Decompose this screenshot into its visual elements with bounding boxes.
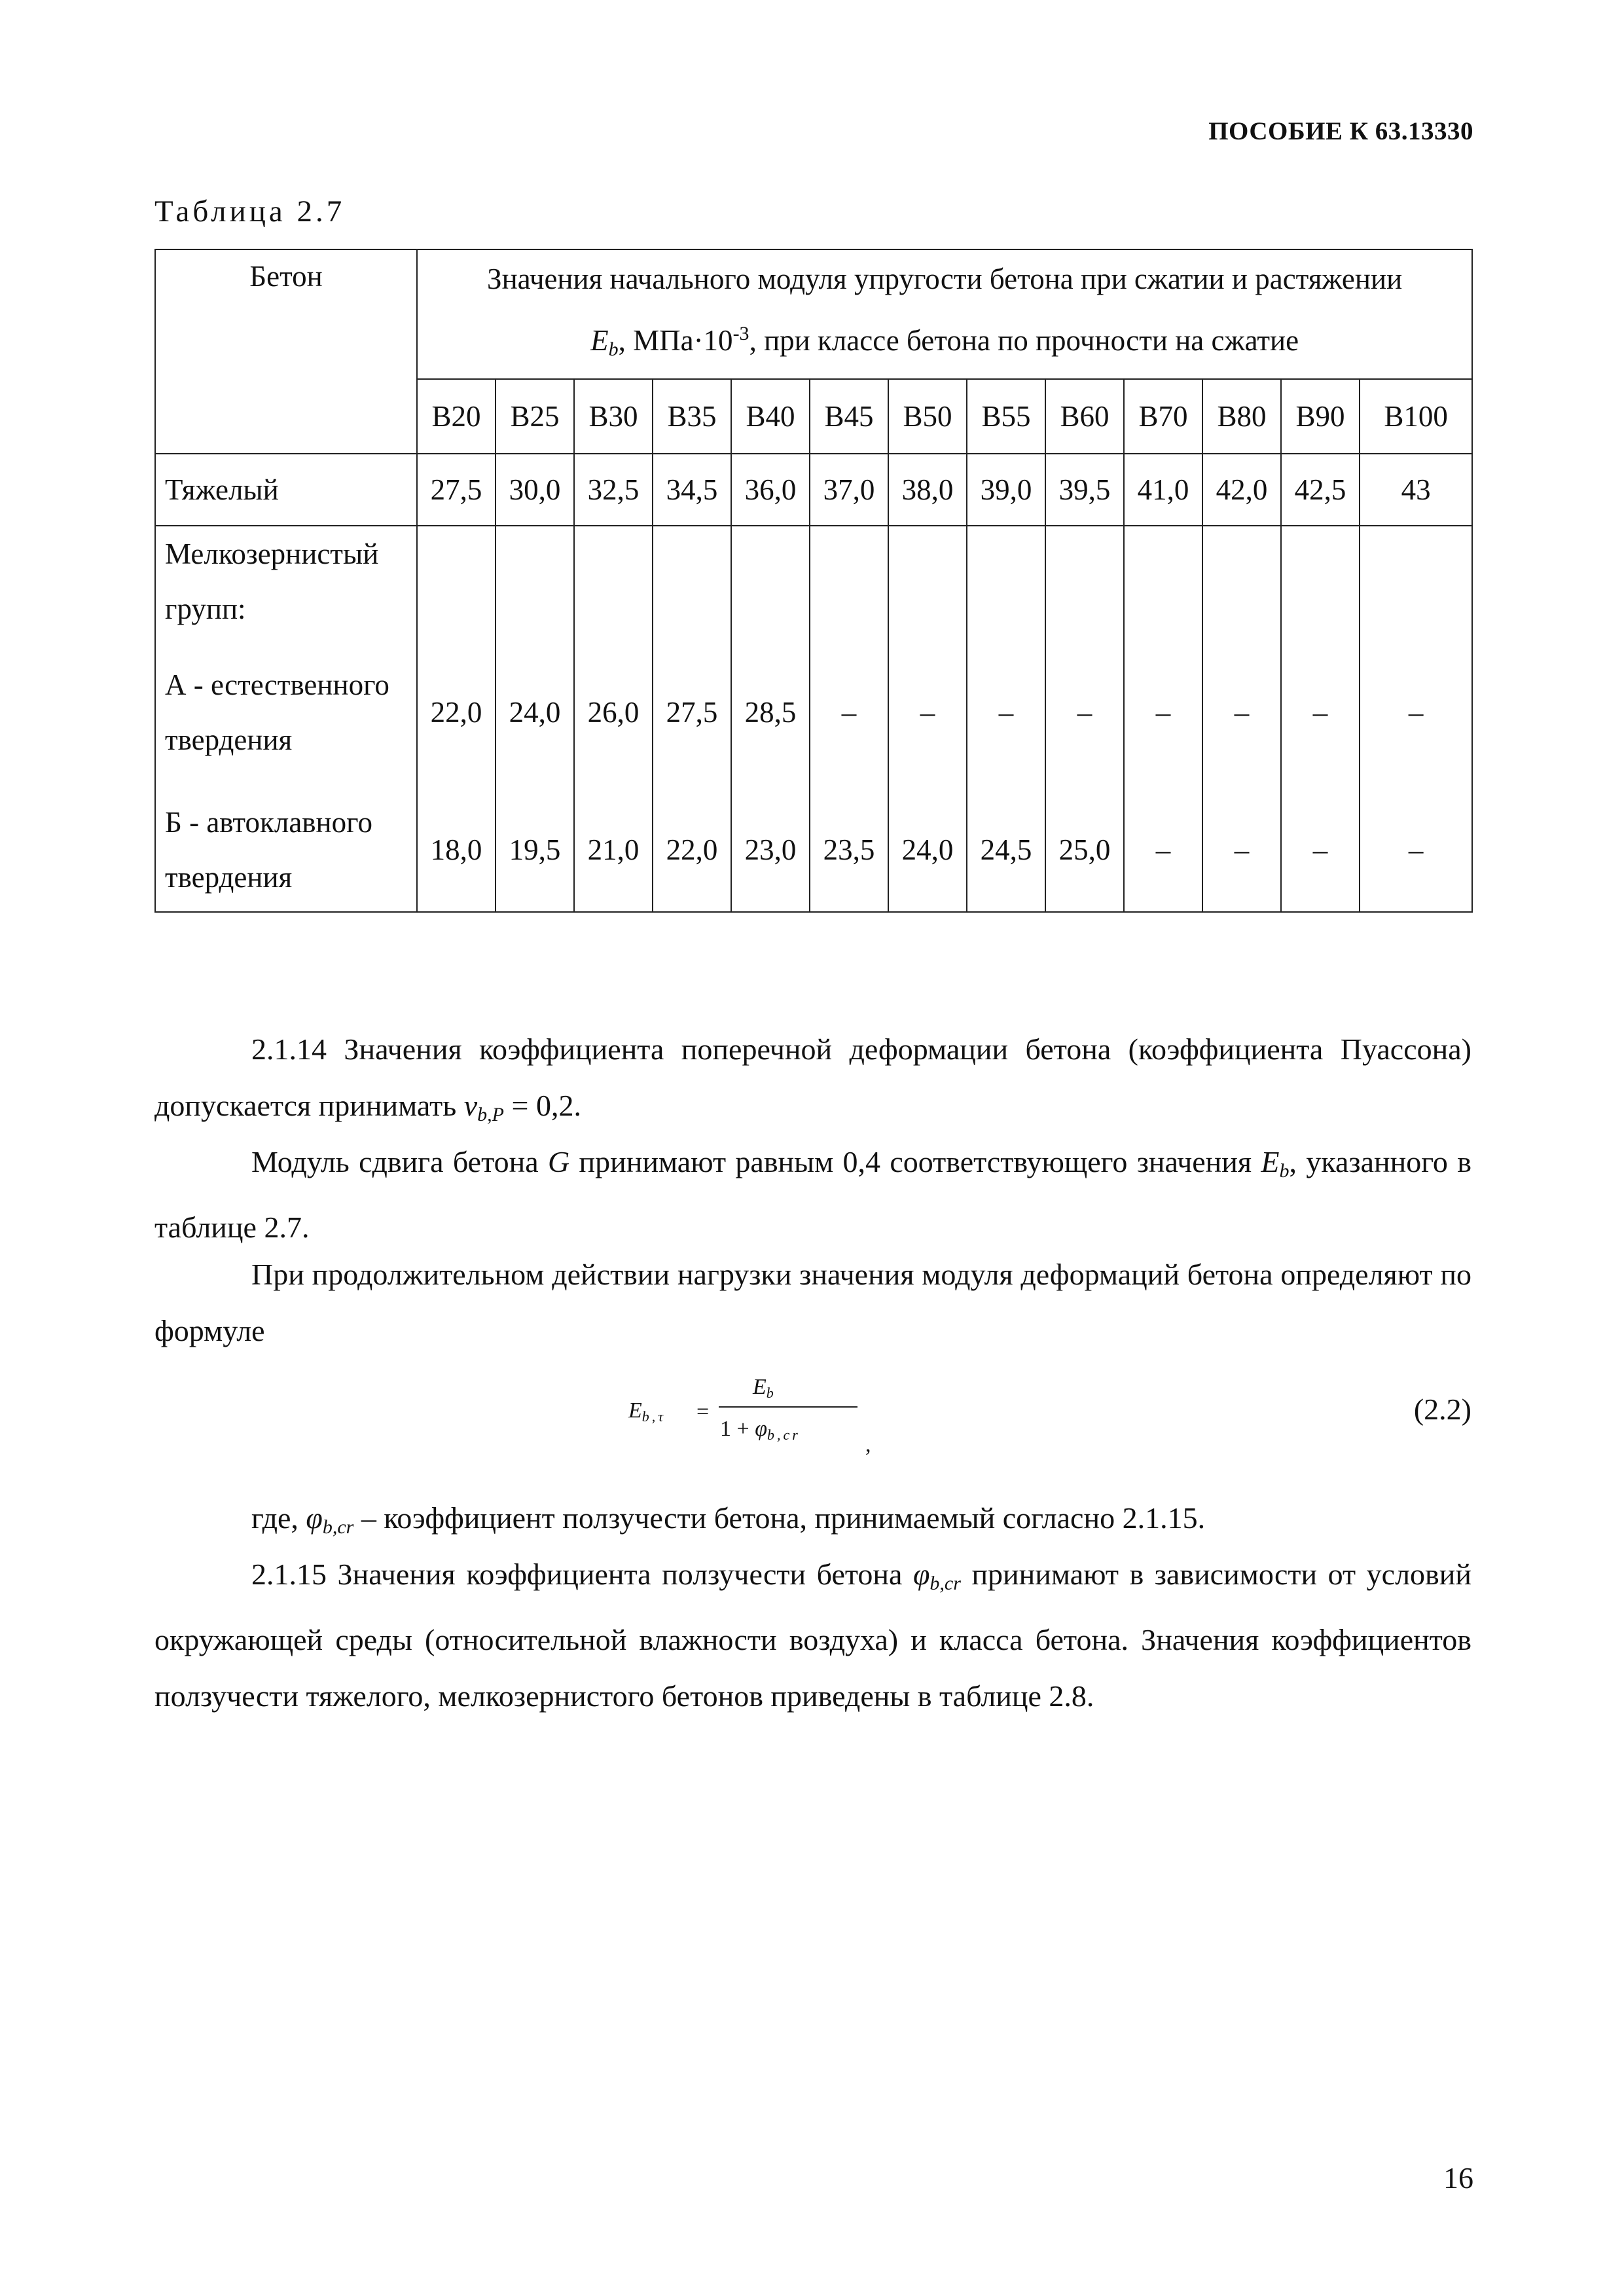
class-header: B20 bbox=[417, 379, 496, 454]
table-cell: – bbox=[1202, 636, 1281, 788]
class-header: B70 bbox=[1124, 379, 1202, 454]
formula-equals: = bbox=[696, 1400, 710, 1424]
class-header: B100 bbox=[1360, 379, 1472, 454]
table-cell: 39,5 bbox=[1045, 454, 1124, 526]
table-row-fine-title bbox=[155, 526, 1472, 636]
formula-numerator: Eb bbox=[753, 1375, 776, 1401]
row-label: Б - автоклавного твердения bbox=[155, 788, 417, 912]
table-cell: 37,0 bbox=[810, 454, 888, 526]
table-cell: – bbox=[810, 636, 888, 788]
fraction-bar bbox=[719, 1406, 857, 1408]
formula-denominator: 1 + φb,cr bbox=[720, 1417, 801, 1443]
table-cell: 36,0 bbox=[731, 454, 810, 526]
table-cell: 24,0 bbox=[888, 788, 967, 912]
formula-comma: , bbox=[865, 1432, 871, 1457]
table-cell: 30,0 bbox=[496, 454, 574, 526]
paragraph-long-term-load: При продолжительном действии нагрузки значения модуля деформаций бетона определяют по формуле bbox=[154, 1258, 1471, 1347]
class-header: B80 bbox=[1202, 379, 1281, 454]
equation-number: (2.2) bbox=[1413, 1393, 1471, 1426]
unit-text: , МПа·10 bbox=[618, 324, 733, 357]
table-cell: 27,5 bbox=[417, 454, 496, 526]
page-number: 16 bbox=[1443, 2161, 1473, 2195]
formula-lhs: Eb,τ bbox=[628, 1398, 666, 1425]
row-label: А - естественного твердения bbox=[155, 636, 417, 788]
class-header: B40 bbox=[731, 379, 810, 454]
table-cell: 26,0 bbox=[574, 636, 653, 788]
table-cell: – bbox=[1202, 788, 1281, 912]
table-cell: – bbox=[1281, 788, 1360, 912]
table-cell: – bbox=[1360, 788, 1472, 912]
table-cell: 18,0 bbox=[417, 788, 496, 912]
table-cell: – bbox=[888, 636, 967, 788]
table-cell: 23,0 bbox=[731, 788, 810, 912]
table-cell: 21,0 bbox=[574, 788, 653, 912]
table-cell: 38,0 bbox=[888, 454, 967, 526]
eb-subscript: b bbox=[608, 338, 619, 360]
column-header-concrete: Бетон bbox=[155, 249, 417, 454]
table-cell: – bbox=[967, 636, 1045, 788]
table-cell: 43 bbox=[1360, 454, 1472, 526]
table-cell: 22,0 bbox=[417, 636, 496, 788]
row-label: Мелкозернистый групп: bbox=[155, 526, 417, 636]
paragraph-2-1-15: 2.1.15 Значения коэффициента ползучести бетона $\varphi_{b,cr}$ принимают в зависимости от условий окружающей среды (относительной влажности воздуха) и класса бетона. Значения коэффициентов ползучести тяжелого, мелкозернистого бетонов приведены в таблице 2.8. bbox=[154, 1558, 1471, 1713]
table-cell: 42,5 bbox=[1281, 454, 1360, 526]
class-header: B25 bbox=[496, 379, 574, 454]
formula-2-2 bbox=[628, 1375, 871, 1480]
table-cell: – bbox=[1124, 788, 1202, 912]
table-row-fine-a bbox=[155, 636, 1472, 788]
class-header: B35 bbox=[653, 379, 731, 454]
table-cell: 32,5 bbox=[574, 454, 653, 526]
description-line2-suffix: , при классе бетона по прочности на сжатие bbox=[749, 324, 1299, 357]
table-cell: 24,5 bbox=[967, 788, 1045, 912]
class-header: B45 bbox=[810, 379, 888, 454]
row-label: Тяжелый bbox=[155, 454, 417, 526]
table-cell: 42,0 bbox=[1202, 454, 1281, 526]
table-cell: 34,5 bbox=[653, 454, 731, 526]
table-cell: 22,0 bbox=[653, 788, 731, 912]
table-cell: – bbox=[1360, 636, 1472, 788]
elastic-modulus-table bbox=[154, 249, 1473, 913]
table-cell: – bbox=[1124, 636, 1202, 788]
class-header: B55 bbox=[967, 379, 1045, 454]
paragraph-2-1-14: 2.1.14 Значения коэффициента поперечной деформации бетона (коэффициента Пуассона) допускается принимать $\nu_{b,P} = 0,2$. bbox=[154, 1032, 1471, 1125]
table-row-heavy bbox=[155, 454, 1472, 526]
table-cell: 25,0 bbox=[1045, 788, 1124, 912]
paragraph-where: где, $\varphi_{b,cr}$ – коэффициент ползучести бетона, принимаемый согласно 2.1.15. bbox=[251, 1501, 1206, 1538]
class-header: B90 bbox=[1281, 379, 1360, 454]
table-cell: 27,5 bbox=[653, 636, 731, 788]
table-cell: 24,0 bbox=[496, 636, 574, 788]
table-description bbox=[417, 249, 1472, 379]
table-cell: 28,5 bbox=[731, 636, 810, 788]
class-header: B30 bbox=[574, 379, 653, 454]
table-row-fine-b bbox=[155, 788, 1472, 912]
description-line1: Значения начального модуля упругости бетона при сжатии и растяжении bbox=[487, 263, 1403, 295]
table-cell: – bbox=[1045, 636, 1124, 788]
paragraph-shear-modulus: Модуль сдвига бетона G принимают равным 0,4 соответствующего значения $E_b$, указанного в таблице 2.7. bbox=[154, 1145, 1471, 1244]
table-cell: 19,5 bbox=[496, 788, 574, 912]
table-cell: 39,0 bbox=[967, 454, 1045, 526]
document-header: ПОСОБИЕ К 63.13330 bbox=[1208, 117, 1473, 145]
eb-symbol: E bbox=[590, 324, 609, 357]
table-cell: – bbox=[1281, 636, 1360, 788]
unit-exponent: -3 bbox=[732, 323, 749, 344]
table-caption: Таблица 2.7 bbox=[154, 194, 346, 228]
table-cell: 23,5 bbox=[810, 788, 888, 912]
class-header: B60 bbox=[1045, 379, 1124, 454]
table-cell: 41,0 bbox=[1124, 454, 1202, 526]
class-header: B50 bbox=[888, 379, 967, 454]
